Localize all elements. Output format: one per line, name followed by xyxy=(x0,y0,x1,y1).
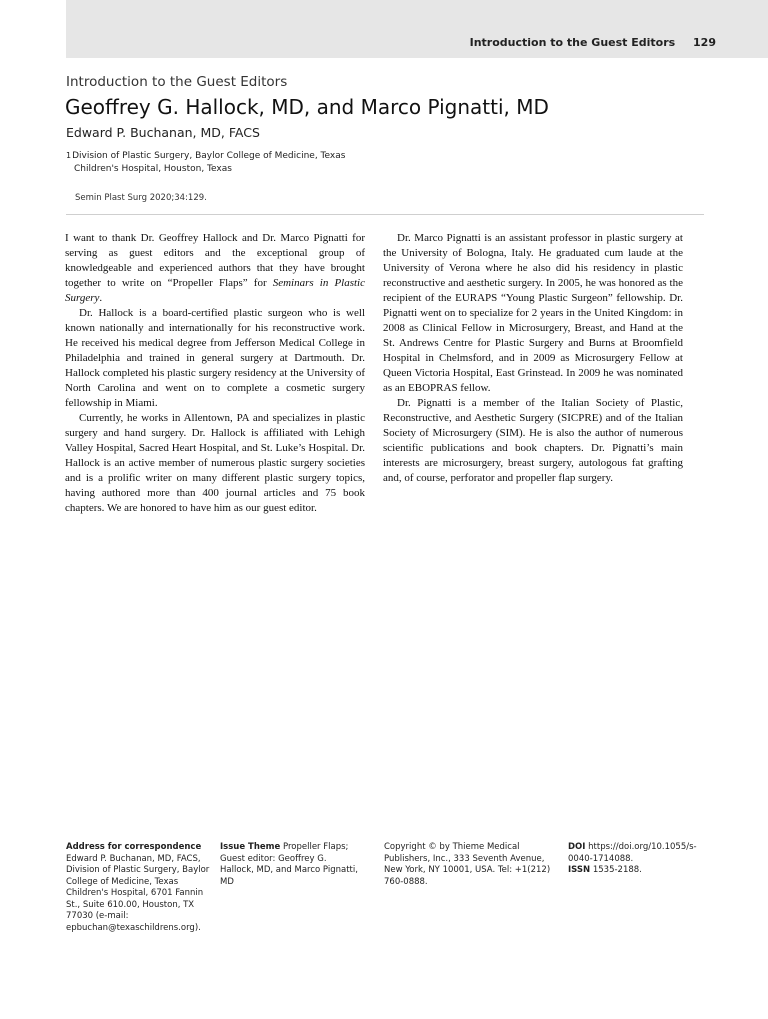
affiliation-marker: 1 xyxy=(66,151,72,160)
body-column-left xyxy=(65,231,365,516)
footer-doi-issn xyxy=(568,842,698,877)
footer-issue-theme xyxy=(220,842,360,888)
journal-name: Seminars in Plastic Surgery xyxy=(65,277,365,304)
paragraph-pignatti-current: Dr. Pignatti is a member of the Italian Society of Plastic, Reconstructive, and Aesthetic Surgery (SICPRE) and of the Italian Society of Microsurgery (SIM). He is also the author of numerous scientific publications and book chapters. Dr. Pignatti’s main interests are microsurgery, breast surgery, autologous fat grafting and, of course, perforator and propeller flap surgery. xyxy=(383,397,683,484)
paragraph-hallock-current: Currently, he works in Allentown, PA and specializes in plastic surgery and hand surgery. Dr. Hallock is affiliated with Lehigh Valley Hospital, Sacred Heart Hospital, and St. Luke’s Hospital. Dr. Hallock is an active member of numerous plastic surgery societies and is a prolific writer on many different plastic surgery topics, having authored more than 400 journal articles and 75 book chapters. We are honored to have him as our guest editor. xyxy=(65,412,365,514)
correspondence-text: Edward P. Buchanan, MD, FACS, Division of Plastic Surgery, Baylor College of Medicine, Texas Children's Hospital, 6701 Fannin St., Suite 610.00, Houston, TX 77030 (e-mail: epbuchan@texaschildrens.org). xyxy=(66,853,210,933)
issn-value: 1535-2188. xyxy=(592,865,642,875)
affiliation-line-2: Children's Hospital, Houston, Texas xyxy=(74,164,232,174)
paragraph-pignatti-training: Dr. Marco Pignatti is an assistant professor in plastic surgery at the University of Bologna, Italy. He graduated cum laude at the University of Verona where he also did his residency in plastic reconstructive and aesthetic surgery. In 2005, he was honored as the recipient of the EURAPS “Young Plastic Surgeon” fellowship. Dr. Pignatti went on to specialize for 2 years in the United Kingdom: in 2008 as Clinical Fellow in Microsurgery, Breast, and Hand at the St. Andrews Centre for Plastic Surgery and Burns at Broomfield Hospital in Chelmsford, and in 2009 as Microsurgery Fellow at Queen Victoria Hospital, East Grinstead. In 2009 he was nominated as an EBOPRAS fellow. xyxy=(383,232,683,394)
article-kicker: Introduction to the Guest Editors xyxy=(66,74,288,90)
article-title: Geoffrey G. Hallock, MD, and Marco Pignatti, MD xyxy=(65,95,549,119)
issue-theme-label: Issue Theme xyxy=(220,842,281,852)
article-author: Edward P. Buchanan, MD, FACS xyxy=(66,125,260,140)
citation: Semin Plast Surg 2020;34:129. xyxy=(75,193,207,203)
issn-label: ISSN xyxy=(568,865,591,875)
footer-correspondence xyxy=(66,842,216,934)
doi-link[interactable]: https://doi.org/10.1055/s-0040-1714088. xyxy=(568,842,697,864)
page-number: 129 xyxy=(693,36,716,49)
footer-copyright: Copyright © by Thieme Medical Publishers, Inc., 333 Seventh Avenue, New York, NY 10001, USA. Tel: +1(212) 760-0888. xyxy=(384,842,551,887)
running-head-section: Introduction to the Guest Editors xyxy=(469,36,676,49)
running-head xyxy=(470,36,716,49)
issue-theme-text: Propeller Flaps; Guest editor: Geoffrey G. Hallock, MD, and Marco Pignatti, MD xyxy=(220,842,358,887)
paragraph-hallock-training: Dr. Hallock is a board-certified plastic surgeon who is well known nationally and internationally for his reconstructive work. He received his medical degree from Jefferson Medical College in Philadelphia and trained in general surgery at Dartmouth. Dr. Hallock completed his plastic surgery residency at the University of North Carolina and went on to complete a cosmetic surgery fellowship in Miami. xyxy=(65,307,365,409)
section-divider xyxy=(66,214,704,215)
author-affiliation xyxy=(66,150,356,176)
paragraph-intro: I want to thank Dr. Geoffrey Hallock and Dr. Marco Pignatti for serving as guest editors and the exceptional group of knowledgeable and experienced authors that they have brought together to write on “Propeller Flaps” for Seminars in Plastic Surgery. xyxy=(65,232,365,304)
correspondence-label: Address for correspondence xyxy=(66,842,202,852)
doi-label: DOI xyxy=(568,842,586,852)
body-column-right xyxy=(383,231,683,486)
header-band xyxy=(66,0,768,58)
affiliation-line-1: Division of Plastic Surgery, Baylor College of Medicine, Texas xyxy=(72,151,346,161)
